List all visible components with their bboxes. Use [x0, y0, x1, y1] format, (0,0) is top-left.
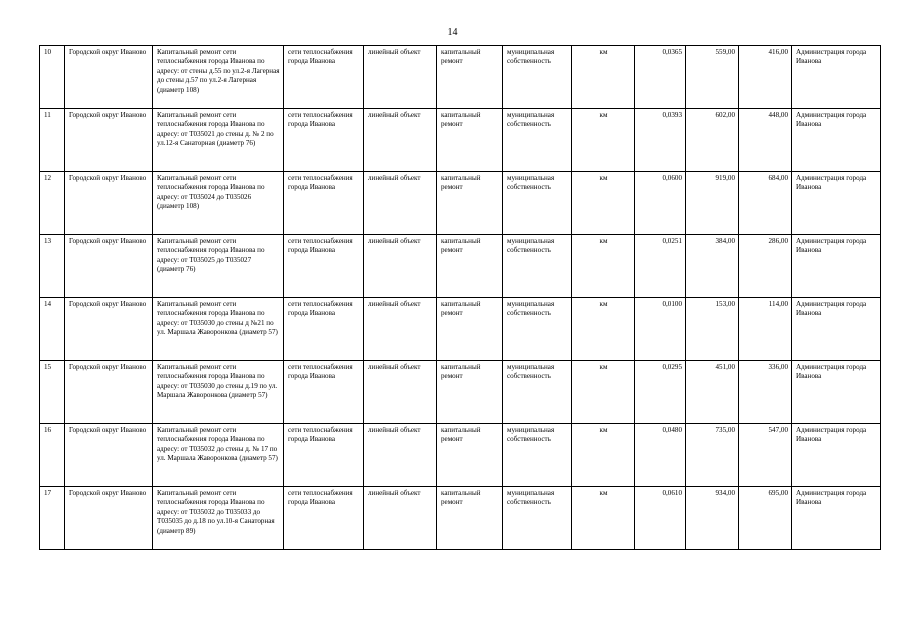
- object-type-cell: линейный объект: [364, 235, 437, 298]
- table-row: [40, 172, 881, 235]
- district-cell: Городской округ Иваново: [65, 235, 153, 298]
- unit-cell: км: [572, 298, 635, 361]
- cost-cell: 448,00: [739, 109, 792, 172]
- work-type-cell: капитальный ремонт: [437, 172, 503, 235]
- description-cell: Капитальный ремонт сети теплоснабжения города Иванова по адресу: от Т035024 до Т035026 (диаметр 108): [153, 172, 284, 235]
- unit-cell: км: [572, 235, 635, 298]
- work-type-cell: капитальный ремонт: [437, 46, 503, 109]
- length-cell: 0,0295: [635, 361, 686, 424]
- cost-cell: 336,00: [739, 361, 792, 424]
- description-cell: Капитальный ремонт сети теплоснабжения города Иванова по адресу: от стены д.55 по ул.2-я Лагерная до стены д.57 по ул.2-я Лагерная (диаметр 108): [153, 46, 284, 109]
- table-row: [40, 424, 881, 487]
- object-type-cell: линейный объект: [364, 46, 437, 109]
- district-cell: Городской округ Иваново: [65, 487, 153, 550]
- page-number: 14: [447, 27, 458, 38]
- cost-cell: 384,00: [686, 235, 739, 298]
- ownership-cell: муниципальная собственность: [503, 298, 572, 361]
- description-cell: Капитальный ремонт сети теплоснабжения города Иванова по адресу: от Т035030 до стены д №21 по ул. Маршала Жаворонкова (диаметр 57): [153, 298, 284, 361]
- table-row: [40, 361, 881, 424]
- length-cell: 0,0610: [635, 487, 686, 550]
- unit-cell: км: [572, 424, 635, 487]
- work-type-cell: капитальный ремонт: [437, 109, 503, 172]
- ownership-cell: муниципальная собственность: [503, 172, 572, 235]
- row-number: 17: [40, 487, 65, 550]
- customer-cell: Администрация города Иванова: [792, 487, 881, 550]
- unit-cell: км: [572, 487, 635, 550]
- district-cell: Городской округ Иваново: [65, 46, 153, 109]
- cost-cell: 684,00: [739, 172, 792, 235]
- table-row: [40, 46, 881, 109]
- length-cell: 0,0480: [635, 424, 686, 487]
- customer-cell: Администрация города Иванова: [792, 109, 881, 172]
- length-cell: 0,0600: [635, 172, 686, 235]
- description-cell: Капитальный ремонт сети теплоснабжения города Иванова по адресу: от Т035025 до Т035027 (диаметр 76): [153, 235, 284, 298]
- cost-cell: 919,00: [686, 172, 739, 235]
- works-table: [39, 45, 881, 550]
- network-cell: сети теплоснабжения города Иванова: [284, 46, 364, 109]
- unit-cell: км: [572, 361, 635, 424]
- description-cell: Капитальный ремонт сети теплоснабжения города Иванова по адресу: от Т035032 до Т035033 до Т035035 до д.18 по ул.10-я Санаторная (диаметр 89): [153, 487, 284, 550]
- district-cell: Городской округ Иваново: [65, 109, 153, 172]
- network-cell: сети теплоснабжения города Иванова: [284, 361, 364, 424]
- network-cell: сети теплоснабжения города Иванова: [284, 109, 364, 172]
- cost-cell: 735,00: [686, 424, 739, 487]
- object-type-cell: линейный объект: [364, 361, 437, 424]
- customer-cell: Администрация города Иванова: [792, 298, 881, 361]
- description-cell: Капитальный ремонт сети теплоснабжения города Иванова по адресу: от Т035030 до стены д.19 по ул. Маршала Жаворонкова (диаметр 57): [153, 361, 284, 424]
- cost-cell: 416,00: [739, 46, 792, 109]
- network-cell: сети теплоснабжения города Иванова: [284, 487, 364, 550]
- ownership-cell: муниципальная собственность: [503, 46, 572, 109]
- length-cell: 0,0365: [635, 46, 686, 109]
- ownership-cell: муниципальная собственность: [503, 109, 572, 172]
- network-cell: сети теплоснабжения города Иванова: [284, 298, 364, 361]
- customer-cell: Администрация города Иванова: [792, 361, 881, 424]
- network-cell: сети теплоснабжения города Иванова: [284, 235, 364, 298]
- customer-cell: Администрация города Иванова: [792, 235, 881, 298]
- cost-cell: 602,00: [686, 109, 739, 172]
- cost-cell: 153,00: [686, 298, 739, 361]
- ownership-cell: муниципальная собственность: [503, 361, 572, 424]
- length-cell: 0,0393: [635, 109, 686, 172]
- work-type-cell: капитальный ремонт: [437, 424, 503, 487]
- row-number: 15: [40, 361, 65, 424]
- row-number: 13: [40, 235, 65, 298]
- customer-cell: Администрация города Иванова: [792, 172, 881, 235]
- work-type-cell: капитальный ремонт: [437, 235, 503, 298]
- table-row: [40, 487, 881, 550]
- unit-cell: км: [572, 172, 635, 235]
- row-number: 10: [40, 46, 65, 109]
- customer-cell: Администрация города Иванова: [792, 46, 881, 109]
- table-row: [40, 235, 881, 298]
- cost-cell: 114,00: [739, 298, 792, 361]
- length-cell: 0,0251: [635, 235, 686, 298]
- district-cell: Городской округ Иваново: [65, 361, 153, 424]
- work-type-cell: капитальный ремонт: [437, 487, 503, 550]
- object-type-cell: линейный объект: [364, 424, 437, 487]
- ownership-cell: муниципальная собственность: [503, 424, 572, 487]
- row-number: 16: [40, 424, 65, 487]
- description-cell: Капитальный ремонт сети теплоснабжения города Иванова по адресу: от Т035032 до стены д. № 17 по ул. Маршала Жаворонкова (диаметр 57): [153, 424, 284, 487]
- cost-cell: 286,00: [739, 235, 792, 298]
- description-cell: Капитальный ремонт сети теплоснабжения города Иванова по адресу: от Т035021 до стены д. № 2 по ул.12-я Санаторная (диаметр 76): [153, 109, 284, 172]
- network-cell: сети теплоснабжения города Иванова: [284, 424, 364, 487]
- work-type-cell: капитальный ремонт: [437, 298, 503, 361]
- unit-cell: км: [572, 46, 635, 109]
- unit-cell: км: [572, 109, 635, 172]
- object-type-cell: линейный объект: [364, 298, 437, 361]
- ownership-cell: муниципальная собственность: [503, 487, 572, 550]
- cost-cell: 559,00: [686, 46, 739, 109]
- cost-cell: 934,00: [686, 487, 739, 550]
- object-type-cell: линейный объект: [364, 172, 437, 235]
- cost-cell: 451,00: [686, 361, 739, 424]
- district-cell: Городской округ Иваново: [65, 298, 153, 361]
- length-cell: 0,0100: [635, 298, 686, 361]
- object-type-cell: линейный объект: [364, 487, 437, 550]
- row-number: 11: [40, 109, 65, 172]
- cost-cell: 695,00: [739, 487, 792, 550]
- ownership-cell: муниципальная собственность: [503, 235, 572, 298]
- customer-cell: Администрация города Иванова: [792, 424, 881, 487]
- row-number: 12: [40, 172, 65, 235]
- cost-cell: 547,00: [739, 424, 792, 487]
- network-cell: сети теплоснабжения города Иванова: [284, 172, 364, 235]
- object-type-cell: линейный объект: [364, 109, 437, 172]
- row-number: 14: [40, 298, 65, 361]
- work-type-cell: капитальный ремонт: [437, 361, 503, 424]
- district-cell: Городской округ Иваново: [65, 172, 153, 235]
- table-row: [40, 109, 881, 172]
- table-row: [40, 298, 881, 361]
- district-cell: Городской округ Иваново: [65, 424, 153, 487]
